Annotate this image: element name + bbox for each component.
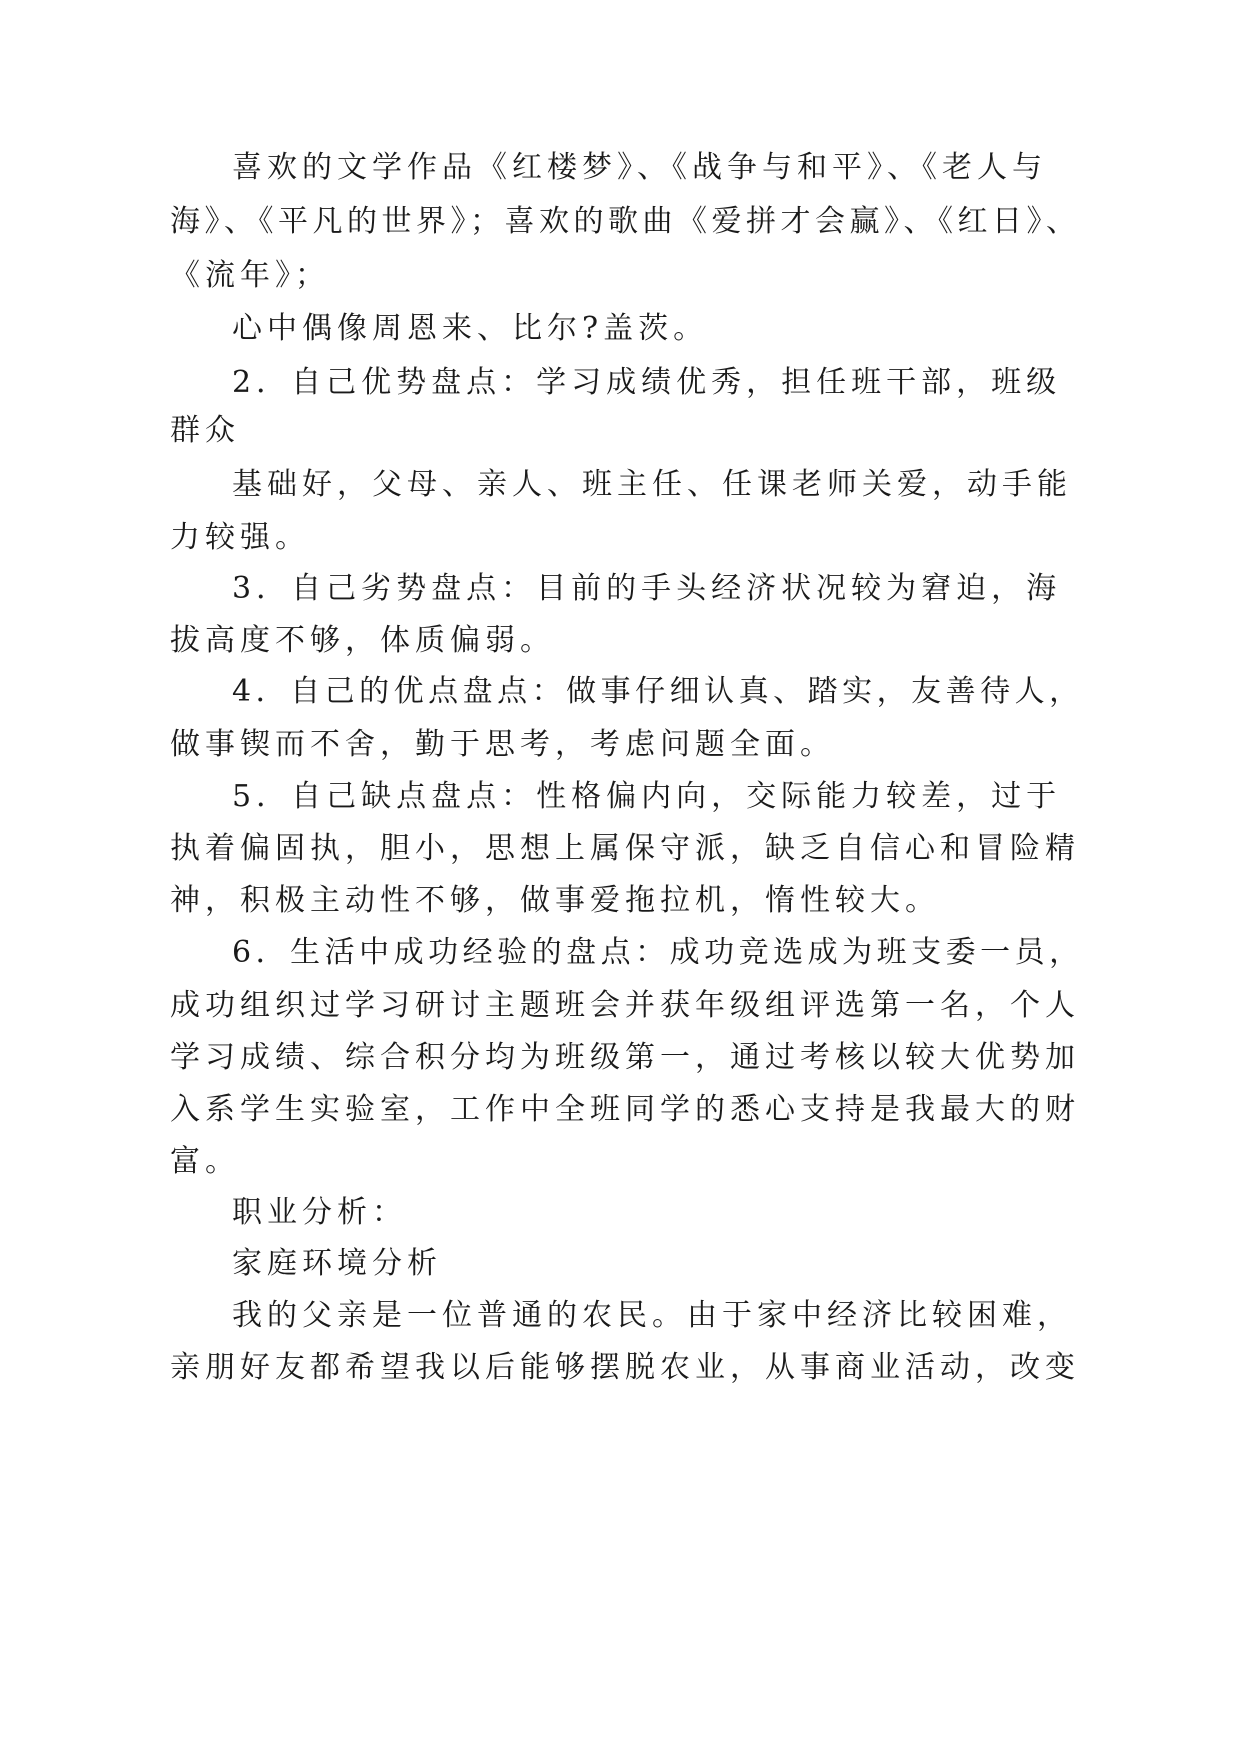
text-line: 拔高度不够，体质偏弱。 bbox=[170, 623, 555, 658]
text-line: 成功组织过学习研讨主题班会并获年级组评选第一名，个人 bbox=[170, 988, 1080, 1023]
text-line: 富。 bbox=[170, 1144, 240, 1179]
text-line: 执着偏固执，胆小，思想上属保守派，缺乏自信心和冒险精 bbox=[170, 831, 1080, 866]
text-line: 力较强。 bbox=[170, 520, 310, 555]
text-line: 2．自己优势盘点：学习成绩优秀，担任班干部，班级 bbox=[232, 365, 1062, 400]
text-line: 3．自己劣势盘点：目前的手头经济状况较为窘迫，海 bbox=[232, 571, 1062, 606]
text-line: 做事锲而不舍，勤于思考，考虑问题全面。 bbox=[170, 727, 835, 762]
text-line: 家庭环境分析 bbox=[232, 1246, 442, 1281]
text-line: 职业分析： bbox=[232, 1195, 407, 1230]
text-line: 4．自己的优点盘点：做事仔细认真、踏实，友善待人， bbox=[232, 674, 1084, 709]
text-line: 5．自己缺点盘点：性格偏内向，交际能力较差，过于 bbox=[232, 779, 1062, 814]
text-line: 亲朋好友都希望我以后能够摆脱农业，从事商业活动，改变 bbox=[170, 1350, 1080, 1385]
text-line: 神，积极主动性不够，做事爱拖拉机，惰性较大。 bbox=[170, 883, 940, 918]
text-line: 群众 bbox=[170, 413, 240, 448]
text-line: 喜欢的文学作品《红楼梦》、《战争与和平》、《老人与 bbox=[232, 150, 1047, 185]
text-line: 我的父亲是一位普通的农民。由于家中经济比较困难， bbox=[232, 1298, 1072, 1333]
text-line: 入系学生实验室，工作中全班同学的悉心支持是我最大的财 bbox=[170, 1092, 1080, 1127]
text-line: 6．生活中成功经验的盘点：成功竞选成为班支委一员， bbox=[232, 935, 1084, 970]
text-line: 《流年》； bbox=[170, 258, 330, 293]
text-line: 海》、《平凡的世界》；喜欢的歌曲《爱拼才会赢》、《红日》、 bbox=[170, 204, 1081, 239]
text-line: 心中偶像周恩来、比尔?盖茨。 bbox=[232, 311, 709, 346]
text-line: 学习成绩、综合积分均为班级第一，通过考核以较大优势加 bbox=[170, 1040, 1080, 1075]
text-line: 基础好，父母、亲人、班主任、任课老师关爱，动手能 bbox=[232, 467, 1072, 502]
